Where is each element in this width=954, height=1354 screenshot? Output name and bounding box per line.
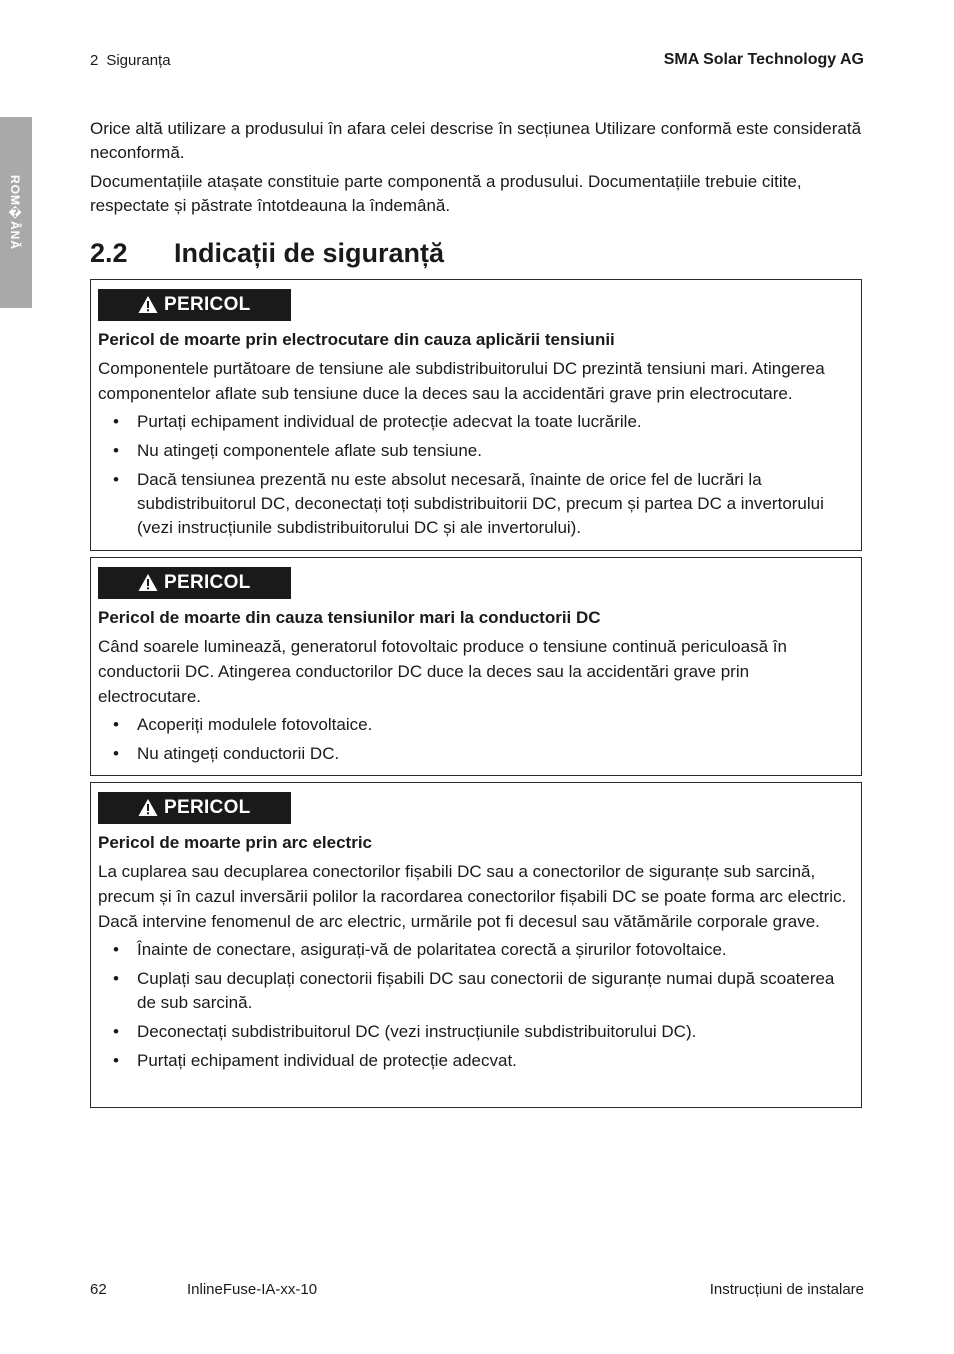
danger-badge (98, 792, 291, 824)
document-code: InlineFuse-IA-xx-10 (187, 1281, 318, 1298)
list-item: • Purtați echipament individual de protecție adecvat la toate lucrările. (98, 410, 851, 434)
intro-text (90, 117, 870, 223)
list-item: • Înainte de conectare, asigurați-vă de polaritatea corectă a șirurilor fotovoltaice. (98, 938, 851, 962)
warning-triangle-icon (138, 573, 158, 592)
document-type: Instrucțiuni de instalare (709, 1281, 864, 1298)
page-number: 62 (90, 1281, 107, 1298)
warning-description: La cuplarea sau decuplarea conectorilor fișabili DC sau a conectorilor de siguranțe sub sarcină, precum și în cazul inversării polilor la racordarea conectorilor fișabili DC se poate forma arc electric. Dacă intervine fenomenul de arc electric, urmările pot fi decesul sau vătămările corporale grave. (98, 862, 847, 931)
danger-warning-box (90, 279, 862, 551)
language-tab (0, 117, 32, 308)
warning-heading: Pericol de moarte din cauza tensiunilor mari la conductorii DC (98, 608, 601, 627)
section-title-text: Indicații de siguranță (174, 238, 445, 268)
list-item: • Nu atingeți conductorii DC. (98, 742, 851, 766)
danger-badge (98, 567, 291, 599)
company-name: SMA Solar Technology AG (663, 51, 864, 68)
warning-measures-list (98, 410, 851, 540)
intro-paragraph: Documentațiile atașate constituie parte componentă a produsului. Documentațiile trebuie citite, respectate și păstrate întotdeauna la îndemână. (90, 172, 802, 215)
danger-badge (98, 289, 291, 321)
list-item: • Cuplați sau decuplați conectorii fișabili DC sau conectorii de siguranțe numai după scoaterea de sub sarcină. (98, 967, 851, 1015)
running-header-chapter (90, 52, 171, 69)
section-title (90, 238, 444, 269)
warning-description: Componentele purtătoare de tensiune ale subdistribuitorului DC prezintă tensiuni mari. Atingerea componentelor aflate sub tensiune duce la deces sau la accidentări grave prin electrocutare. (98, 359, 825, 403)
list-item: • Nu atingeți componentele aflate sub tensiune. (98, 439, 851, 463)
section-number: 2.2 (90, 238, 128, 268)
warning-triangle-icon (138, 798, 158, 817)
intro-paragraph: Orice altă utilizare a produsului în afara celei descrise în secțiunea Utilizare conformă este considerată neconformă. (90, 119, 862, 162)
warning-triangle-icon (138, 295, 158, 314)
danger-warning-box (90, 557, 862, 776)
warning-measures-list (98, 938, 851, 1073)
danger-badge-label: PERICOL (164, 294, 251, 315)
warning-measures-list (98, 713, 851, 766)
list-item: • Purtați echipament individual de protecție adecvat. (98, 1049, 851, 1073)
danger-badge-label: PERICOL (164, 572, 251, 593)
warning-heading: Pericol de moarte prin arc electric (98, 833, 373, 852)
warning-description: Când soarele luminează, generatorul fotovoltaic produce o tensiune continuă periculoasă în conductorii DC. Atingerea conductorilor DC duce la deces sau la accidentări grave prin electrocutare. (98, 637, 787, 706)
list-item: • Dacă tensiunea prezentă nu este absolut necesară, înainte de orice fel de lucrări la subdistribuitorul DC, deconectați toți subdistribuitorii DC, precum și partea DC a invertorului (vezi instrucțiunile subdistribuitorului DC și ale invertorului). (98, 468, 851, 540)
danger-warning-box (90, 782, 862, 1108)
list-item: • Acoperiți modulele fotovoltaice. (98, 713, 851, 737)
danger-badge-label: PERICOL (164, 797, 251, 818)
chapter-title: Siguranța (106, 52, 171, 69)
warning-heading: Pericol de moarte prin electrocutare din cauza aplicării tensiunii (98, 330, 615, 349)
list-item: • Deconectați subdistribuitorul DC (vezi instrucțiunile subdistribuitorului DC). (98, 1020, 851, 1044)
language-label: ROM�ÂNĂ (8, 175, 22, 250)
chapter-number: 2 (90, 52, 99, 69)
